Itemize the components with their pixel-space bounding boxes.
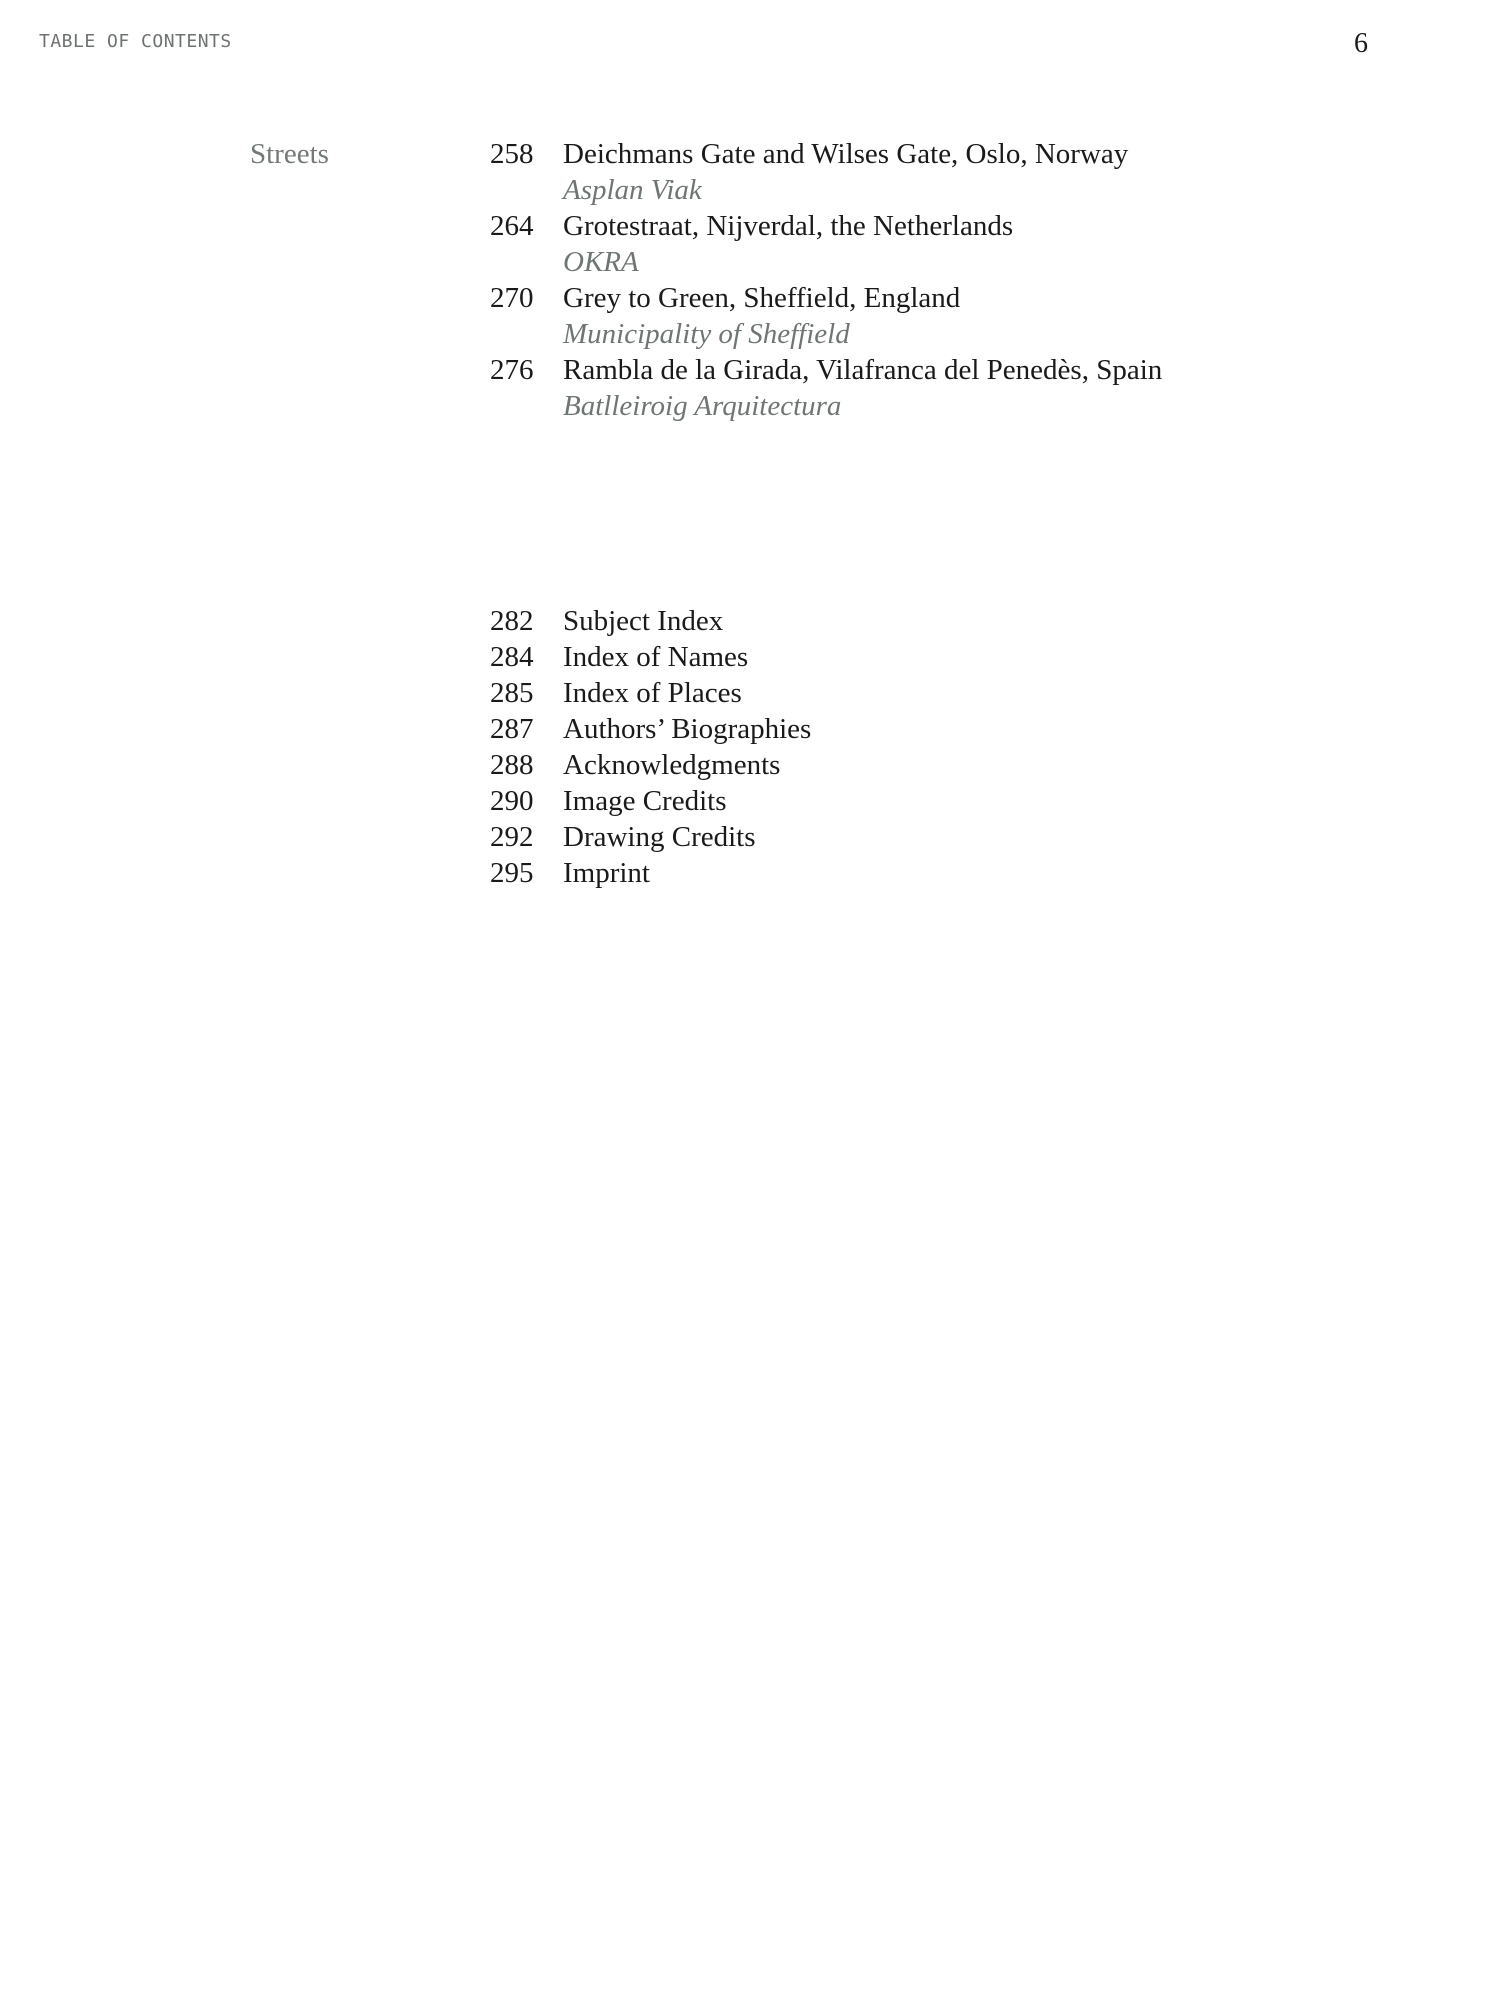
section-label-streets: Streets — [250, 138, 329, 170]
toc-entry-page-number: 285 — [490, 677, 534, 709]
toc-entry-author: Asplan Viak — [563, 174, 702, 206]
toc-entry-title[interactable]: Image Credits — [563, 785, 727, 817]
toc-entry-title[interactable]: Index of Names — [563, 641, 749, 673]
toc-entry-title[interactable]: Imprint — [563, 857, 650, 889]
toc-entry-page-number: 276 — [490, 354, 534, 386]
toc-entry-title[interactable]: Deichmans Gate and Wilses Gate, Oslo, Norway — [563, 138, 1129, 170]
page-number: 6 — [1354, 28, 1368, 59]
running-header: TABLE OF CONTENTS — [39, 31, 232, 52]
toc-entry-page-number: 288 — [490, 749, 534, 781]
toc-entry-title[interactable]: Rambla de la Girada, Vilafranca del Penedès, Spain — [563, 354, 1163, 386]
toc-entry-page-number: 264 — [490, 210, 534, 242]
toc-entry-page-number: 287 — [490, 713, 534, 745]
toc-entry-title[interactable]: Index of Places — [563, 677, 742, 709]
toc-entry-title[interactable]: Acknowledgments — [563, 749, 781, 781]
toc-entry-title[interactable]: Grey to Green, Sheffield, England — [563, 282, 961, 314]
toc-entry-title[interactable]: Authors’ Biographies — [563, 713, 812, 745]
toc-entry-title[interactable]: Drawing Credits — [563, 821, 756, 853]
toc-entry-page-number: 292 — [490, 821, 534, 853]
toc-entry-author: OKRA — [563, 246, 639, 278]
toc-entry-title[interactable]: Grotestraat, Nijverdal, the Netherlands — [563, 210, 1014, 242]
toc-entry-page-number: 290 — [490, 785, 534, 817]
toc-entry-author: Municipality of Sheffield — [563, 318, 850, 350]
toc-entry-page-number: 270 — [490, 282, 534, 314]
toc-entry-author: Batlleiroig Arquitectura — [563, 390, 842, 422]
toc-entry-page-number: 258 — [490, 138, 534, 170]
toc-entry-page-number: 282 — [490, 605, 534, 637]
toc-entry-title[interactable]: Subject Index — [563, 605, 724, 637]
toc-entry-page-number: 284 — [490, 641, 534, 673]
toc-entry-page-number: 295 — [490, 857, 534, 889]
